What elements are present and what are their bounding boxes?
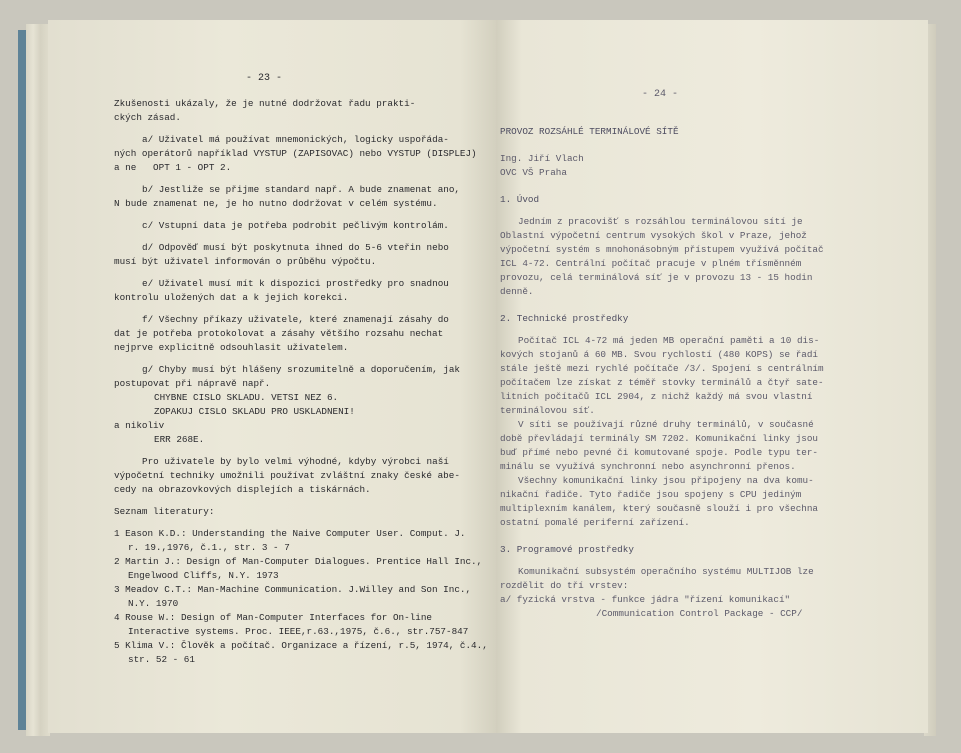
- text-line: počítačem lze získat z téměř stovky terminálů a čtyř sate-: [500, 377, 824, 388]
- text-line: výpočetní systém s mnohonásobným přístupem využívá počítač: [500, 244, 824, 255]
- text-line: a/ fyzická vrstva - funkce jádra "řízení komunikací": [500, 594, 791, 605]
- text-line: 5 Klima V.: Člověk a počítač. Organizace a řízení, r.5, 1974, č.4.,: [114, 640, 488, 651]
- text-line: N bude znamenat ne, je ho nutno dodržovat v celém systému.: [114, 198, 438, 209]
- text-line: provozu, celá terminálová síť je v provozu 13 - 15 hodin: [500, 272, 813, 283]
- text-line: litních počítačů ICL 2904, z nichž každý má svou vlastní: [500, 391, 813, 402]
- page-stack-edge: [26, 24, 50, 736]
- text-line: denně.: [500, 286, 534, 297]
- text-line: Jedním z pracovišť s rozsáhlou terminálovou sítí je: [518, 216, 803, 227]
- text-line: Pro uživatele by bylo velmi výhodné, kdyby výrobci naší: [142, 456, 449, 467]
- right-page-text: [500, 126, 824, 622]
- text-line: Seznam literatury:: [114, 506, 215, 517]
- article-title: PROVOZ ROZSÁHLÉ TERMINÁLOVÉ SÍTĚ: [500, 126, 679, 137]
- text-line: str. 52 - 61: [128, 654, 195, 665]
- text-line: době převládají terminály SM 7202. Komunikační linky jsou: [500, 433, 819, 444]
- section-heading: 3. Programové prostředky: [500, 544, 634, 555]
- text-line: rozdělit do tří vrstev:: [500, 580, 629, 591]
- text-line: multiplexním kanálem, který současně slouží i pro všechna: [500, 503, 819, 514]
- author-affiliation: OVC VŠ Praha: [500, 167, 567, 178]
- text-line: 2 Martin J.: Design of Man-Computer Dialogues. Prentice Hall Inc.,: [114, 556, 483, 567]
- text-line: nikační řadiče. Tyto řadiče jsou spojeny s CPU jediným: [500, 489, 802, 500]
- text-line: b/ Jestliže se přijme standard např. A bude znamenat ano,: [142, 184, 461, 195]
- text-line: r. 19.,1976, č.1., str. 3 - 7: [128, 542, 290, 553]
- text-line: dat je potřeba protokolovat a zásahy většího rozsahu nechat: [114, 328, 444, 339]
- text-line: ných operátorů například VYSTUP (ZAPISOVAC) nebo VYSTUP (DISPLEJ): [114, 148, 477, 159]
- text-line: CHYBNE CISLO SKLADU. VETSI NEZ 6.: [154, 392, 339, 403]
- text-line: 1 Eason K.D.: Understanding the Naive Computer User. Comput. J.: [114, 528, 466, 539]
- text-line: ERR 268E.: [154, 434, 205, 445]
- text-line: N.Y. 1970: [128, 598, 179, 609]
- text-line: a/ Uživatel má používat mnemonických, logicky uspořáda-: [142, 134, 449, 145]
- text-line: Engelwood Cliffs, N.Y. 1973: [128, 570, 279, 581]
- text-line: buď přímé nebo pevné či komutované spoje. Podle typu ter-: [500, 447, 819, 458]
- text-line: nejprve explicitně odsouhlasit uživatelem.: [114, 342, 349, 353]
- author-name: Ing. Jiří Vlach: [500, 153, 584, 164]
- text-line: f/ Všechny příkazy uživatele, které znamenají zásahy do: [142, 314, 449, 325]
- text-line: postupovat při nápravě např.: [114, 378, 271, 389]
- text-line: g/ Chyby musí být hlášeny srozumitelně a doporučením, jak: [142, 364, 461, 375]
- text-line: c/ Vstupní data je potřeba podrobit pečlivým kontrolám.: [142, 220, 449, 231]
- text-line: Oblastní výpočetní centrum vysokých škol v Praze, jehož: [500, 230, 807, 241]
- text-line: Všechny komunikační linky jsou připojeny na dva komu-: [518, 475, 814, 486]
- text-line: ckých zásad.: [114, 112, 181, 123]
- text-line: ostatní pomalé periferní zařízení.: [500, 517, 690, 528]
- section-heading: 1. Úvod: [500, 194, 540, 205]
- text-line: terminálovou síť.: [500, 405, 595, 416]
- text-line: 3 Meadov C.T.: Man-Machine Communication. J.Willey and Son Inc.,: [114, 584, 472, 595]
- text-line: /Communication Control Package - CCP/: [596, 608, 803, 619]
- text-line: e/ Uživatel musí mít k dispozici prostředky pro snadnou: [142, 278, 449, 289]
- text-line: Komunikační subsystém operačního systému MULTIJOB lze: [518, 566, 814, 577]
- text-line: ICL 4-72. Centrální počítač pracuje v plném třísměnném: [500, 258, 802, 269]
- text-line: minálu se využívá synchronní nebo asynchronní přenos.: [500, 461, 796, 472]
- left-page-text: [114, 98, 488, 668]
- section-heading: 2. Technické prostředky: [500, 313, 629, 324]
- text-line: stále ještě mezi rychlé počítače /3/. Spojení s centrálním: [500, 363, 824, 374]
- text-line: kontrolu uložených dat a k jejich korekci.: [114, 292, 349, 303]
- left-page: [48, 20, 496, 733]
- text-line: Zkušenosti ukázaly, že je nutné dodržovat řadu prakti-: [114, 98, 416, 109]
- text-line: musí být uživatel informován o průběhu výpočtu.: [114, 256, 377, 267]
- right-page-number: - 24 -: [642, 89, 679, 100]
- text-line: a nikoliv: [114, 420, 165, 431]
- text-line: a ne OPT 1 - OPT 2.: [114, 162, 232, 173]
- text-line: 4 Rouse W.: Design of Man-Computer Interfaces for On-line: [114, 612, 433, 623]
- text-line: V síti se používají různé druhy terminálů, v současné: [518, 419, 814, 430]
- text-line: d/ Odpověď musí být poskytnuta ihned do 5-6 vteřin nebo: [142, 242, 449, 253]
- text-line: cedy na obrazovkových displejích a tiskárnách.: [114, 484, 371, 495]
- text-line: kových stojanů á 60 MB. Svou rychlostí (480 KOPS) se řadí: [500, 349, 819, 360]
- left-page-number: - 23 -: [246, 73, 283, 84]
- text-line: výpočetní techniky umožnili používat zvláštní znaky české abe-: [114, 470, 460, 481]
- text-line: Interactive systems. Proc. IEEE,r.63.,1975, č.6., str.757-847: [128, 626, 469, 637]
- text-line: ZOPAKUJ CISLO SKLADU PRO USKLADNENI!: [154, 406, 355, 417]
- text-line: Počítač ICL 4-72 má jeden MB operační paměti a 10 dis-: [518, 335, 820, 346]
- right-page: [496, 20, 928, 733]
